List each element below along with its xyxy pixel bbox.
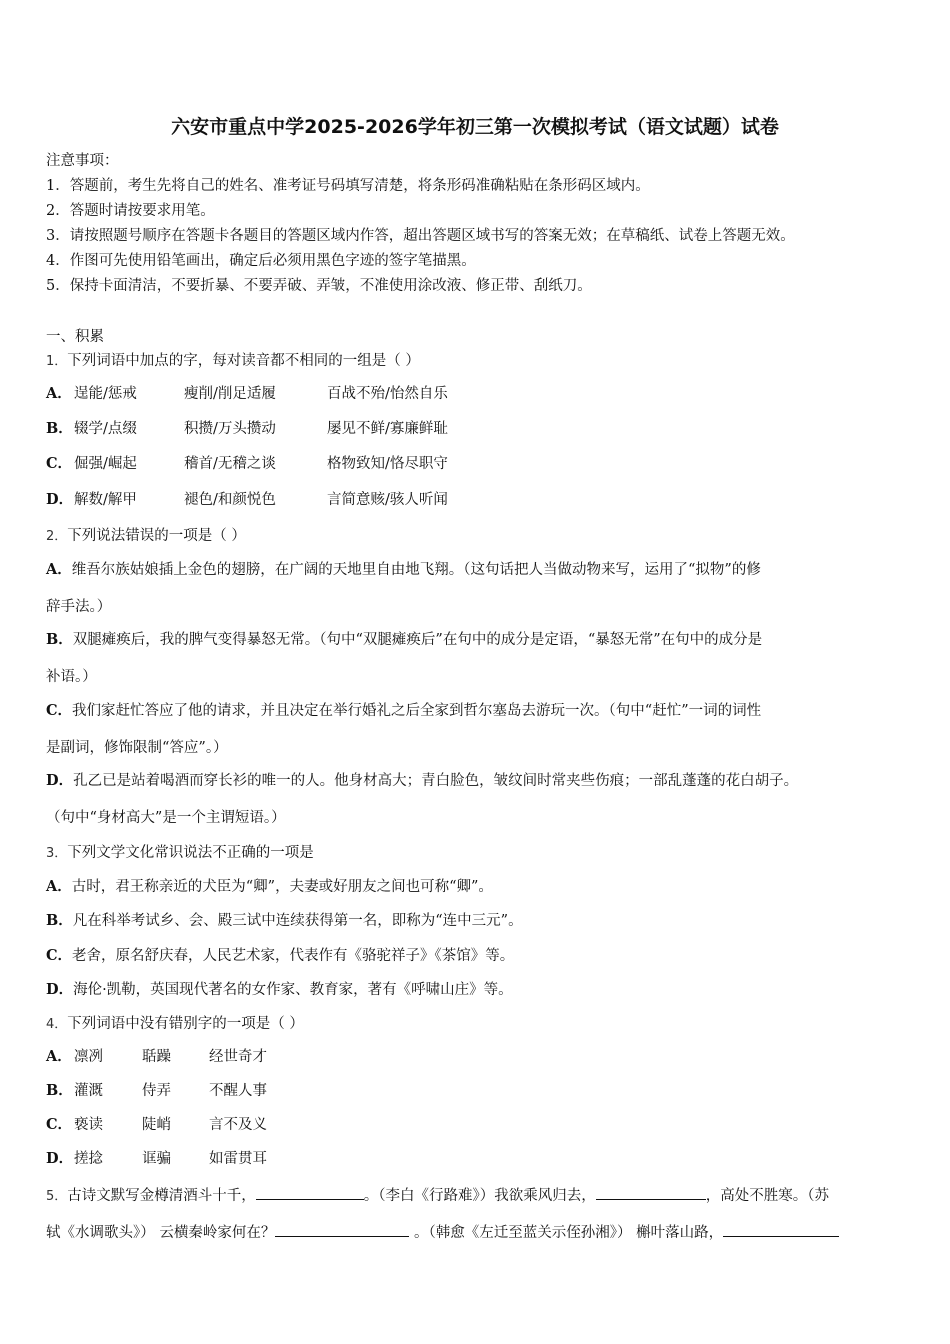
option-word-3: 不醒人事	[209, 1083, 267, 1099]
option-word-1: 灌溉	[74, 1083, 103, 1099]
q3-option-a	[46, 877, 493, 897]
option-label: D．	[46, 981, 74, 998]
option-word-3: 屡见不鲜/寡廉鲜耻	[327, 421, 448, 437]
answer-blank-3[interactable]	[275, 1221, 409, 1237]
option-text: 海伦·凯勒，英国现代著名的女作家、教育家，著有《呼啸山庄》等。	[73, 982, 513, 998]
notice-item-3: 3．请按照题号顺序在答题卡各题目的答题区域内作答，超出答题区域书写的答案无效；在草稿纸、试卷上答题无效。	[46, 228, 795, 244]
q2-option-c-line-1	[46, 701, 761, 721]
question-text: 下列文学文化常识说法不正确的一项是	[67, 845, 314, 861]
option-text: 孔乙已是站着喝酒而穿长衫的唯一的人。他身材高大；青白脸色，皱纹间时常夹些伤痕；一部乱蓬蓬的花白胡子。	[73, 773, 799, 789]
q2-option-d-line-2: （句中“身材高大”是一个主谓短语。）	[46, 810, 286, 826]
option-label: D．	[46, 1150, 74, 1167]
option-label: A．	[46, 561, 72, 578]
question-number: 5．	[46, 1189, 68, 1204]
q2-option-c-line-2: 是副词，修饰限制“答应”。）	[46, 740, 228, 756]
option-label: C．	[46, 1116, 73, 1133]
question-text: 下列词语中没有错别字的一项是（ ）	[67, 1016, 304, 1032]
option-word-2: 侍弄	[142, 1083, 171, 1099]
q2-option-b-line-1	[46, 630, 762, 650]
option-word-2: 褪色/和颜悦色	[184, 492, 276, 508]
question-text: 下列词语中加点的字，每对读音都不相同的一组是（ ）	[67, 353, 420, 369]
q4-option-b	[46, 1081, 546, 1101]
notice-item-1: 1．答题前，考生先将自己的姓名、准考证号码填写清楚，将条形码准确粘贴在条形码区域内。	[46, 178, 650, 194]
q2-option-b-line-2: 补语。）	[46, 669, 97, 685]
option-text: 古时，君王称亲近的犬臣为“卿”，夫妻或好朋友之间也可称“卿”。	[71, 879, 493, 895]
q2-option-a-line-1	[46, 560, 761, 580]
notice-item-5: 5．保持卡面清洁，不要折暴、不要弄破、弄皱，不准使用涂改液、修正带、刮纸刀。	[46, 278, 592, 294]
option-text: 凡在科举考试乡、会、殿三试中连续获得第一名，即称为“连中三元”。	[72, 913, 523, 929]
option-label: D．	[46, 491, 74, 508]
option-word-3: 言不及义	[209, 1117, 267, 1133]
page-title: 六安市重点中学2025-2026学年初三第一次模拟考试（语文试题）试卷	[171, 116, 779, 138]
option-label: B．	[46, 420, 73, 437]
option-text: 双腿瘫痪后，我的脾气变得暴怒无常。（句中“双腿瘫痪后”在句中的成分是定语，“暴怒无常”在句中的成分是	[72, 632, 763, 648]
option-word-1: 凛冽	[74, 1049, 103, 1065]
option-label: B．	[46, 1082, 73, 1099]
question-5-line-1	[46, 1184, 829, 1207]
question-5-line-2	[46, 1221, 839, 1243]
option-word-2: 诓骗	[142, 1151, 171, 1167]
option-text: 我们家赶忙答应了他的请求，并且决定在举行婚礼之后全家到哲尔塞岛去游玩一次。（句中“赶忙”一词的词性	[72, 703, 762, 719]
q4-option-c	[46, 1115, 546, 1135]
q3-option-d	[46, 980, 513, 1000]
question-number: 1．	[46, 354, 68, 369]
answer-blank-1[interactable]	[256, 1184, 364, 1200]
option-label: A．	[46, 1048, 72, 1065]
option-word-1: 解数/解甲	[74, 492, 137, 508]
q2-option-d-line-1	[46, 771, 798, 791]
option-label: C．	[46, 947, 73, 964]
option-word-1: 辍学/点缀	[74, 421, 137, 437]
question-number: 4．	[46, 1017, 68, 1032]
q2-option-a-line-2: 辞手法。）	[46, 599, 112, 615]
notice-item-4: 4．作图可先使用铅笔画出，确定后必须用黑色字迹的签字笔描黑。	[46, 253, 476, 269]
option-word-3: 言简意赅/骇人听闻	[327, 492, 448, 508]
option-word-2: 积攒/万头攒动	[184, 421, 276, 437]
question-2-stem	[46, 526, 246, 547]
option-label: B．	[46, 912, 73, 929]
question-text: 。（韩愈《左迁至蓝关示侄孙湘》） 槲叶落山路，	[409, 1225, 724, 1241]
option-label: D．	[46, 772, 74, 789]
q3-option-b	[46, 911, 523, 931]
option-word-3: 百战不殆/怡然自乐	[327, 386, 448, 402]
option-label: B．	[46, 631, 73, 648]
option-word-3: 格物致知/恪尽职守	[327, 456, 448, 472]
q4-option-a	[46, 1047, 546, 1067]
question-text: 。（李白《行路难》）我欲乘风归去，	[363, 1188, 596, 1204]
question-text: 轼《水调歌头》） 云横秦岭家何在？	[46, 1225, 276, 1241]
option-text: 老舍，原名舒庆春，人民艺术家，代表作有《骆驼祥子》《茶馆》等。	[72, 948, 515, 964]
q1-option-b	[46, 419, 926, 439]
question-4-stem	[46, 1014, 304, 1035]
option-label: A．	[46, 385, 72, 402]
q1-option-c	[46, 454, 926, 474]
q1-option-a	[46, 384, 926, 404]
question-text: 下列说法错误的一项是（ ）	[67, 528, 246, 544]
option-text: 维吾尔族姑娘插上金色的翅膀，在广阔的天地里自由地飞翔。（这句话把人当做动物来写，运用了“拟物”的修	[71, 562, 761, 578]
option-word-3: 经世奇才	[209, 1049, 267, 1065]
option-word-1: 亵读	[74, 1117, 103, 1133]
section-heading: 一、积累	[46, 329, 104, 345]
q4-option-d	[46, 1149, 546, 1169]
option-word-1: 倔强/崛起	[74, 456, 137, 472]
question-text: 古诗文默写金樽清酒斗十千，	[67, 1188, 256, 1204]
q1-option-d	[46, 490, 926, 510]
answer-blank-4[interactable]	[723, 1221, 839, 1237]
question-3-stem	[46, 843, 314, 864]
option-word-2: 稽首/无稽之谈	[184, 456, 276, 472]
question-number: 3．	[46, 846, 68, 861]
option-word-1: 搓捻	[74, 1151, 103, 1167]
question-1-stem	[46, 351, 420, 372]
option-word-2: 聒躁	[142, 1049, 171, 1065]
option-word-2: 瘦削/削足适履	[184, 386, 276, 402]
notice-item-2: 2．答题时请按要求用笔。	[46, 203, 215, 219]
answer-blank-2[interactable]	[596, 1184, 706, 1200]
option-word-3: 如雷贯耳	[209, 1151, 267, 1167]
notice-heading: 注意事项：	[46, 153, 119, 169]
q3-option-c	[46, 946, 514, 966]
option-label: C．	[46, 455, 73, 472]
option-label: C．	[46, 702, 73, 719]
option-word-1: 逞能/惩戒	[74, 386, 137, 402]
option-label: A．	[46, 878, 72, 895]
question-text: ，高处不胜寒。（苏	[705, 1188, 830, 1204]
option-word-2: 陡峭	[142, 1117, 171, 1133]
question-number: 2．	[46, 529, 68, 544]
